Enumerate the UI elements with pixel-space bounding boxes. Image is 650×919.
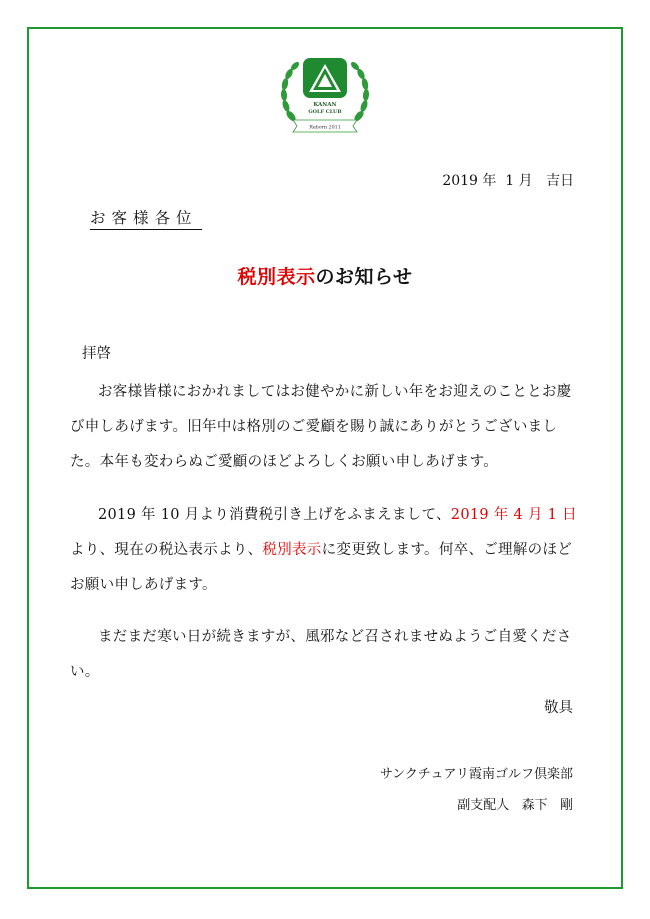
issue-date: 2019 年 1 月 吉日 <box>442 173 574 189</box>
laurel-left-icon <box>280 60 300 122</box>
signer: 副支配人 森下 剛 <box>457 798 573 813</box>
logo-name-line1: KANAN <box>313 102 337 108</box>
effective-date: 2019 年 4 月 1 日 <box>450 507 577 523</box>
title-highlight: 税別表示 <box>237 266 316 288</box>
announcement-text-a: 2019 年 10 月より消費税引き上げをふまえまして、 <box>98 507 451 523</box>
paragraph-greeting: お客様皆様におかれましてはお健やかに新しい年をお迎えのこととお慶び申しあげます。旧年中は格別のご愛顧を賜り誠にありがとうございました。本年も変わらぬご愛顧のほどよろしくお願い申しあげます。 <box>70 384 572 470</box>
club-logo <box>279 54 371 136</box>
closing-word: 敬具 <box>544 700 573 716</box>
logo-name-line2: GOLF CLUB <box>308 109 342 115</box>
title-rest: のお知らせ <box>315 266 413 288</box>
paragraph-closing-wish: まだまだ寒い日が続きますが、風邪など召されませぬようご自愛ください。 <box>70 629 572 680</box>
laurel-right-icon <box>349 60 369 122</box>
club-name: サンクチュアリ霞南ゴルフ倶楽部 <box>379 767 573 782</box>
document-title <box>0 262 650 289</box>
announcement-text-c: に変更致します。何卒、ご理解のほどお願い申しあげます。 <box>70 542 573 593</box>
salutation: 拝啓 <box>82 346 111 362</box>
addressee: お客様各位 <box>90 206 202 230</box>
logo-banner-text: Reborn 2011 <box>309 125 341 131</box>
mountain-emblem-icon <box>303 58 347 98</box>
tax-exclusive-highlight: 税別表示 <box>262 542 322 558</box>
announcement-text-b: より、現在の税込表示より、 <box>70 542 263 558</box>
paragraph-announcement <box>70 498 582 603</box>
